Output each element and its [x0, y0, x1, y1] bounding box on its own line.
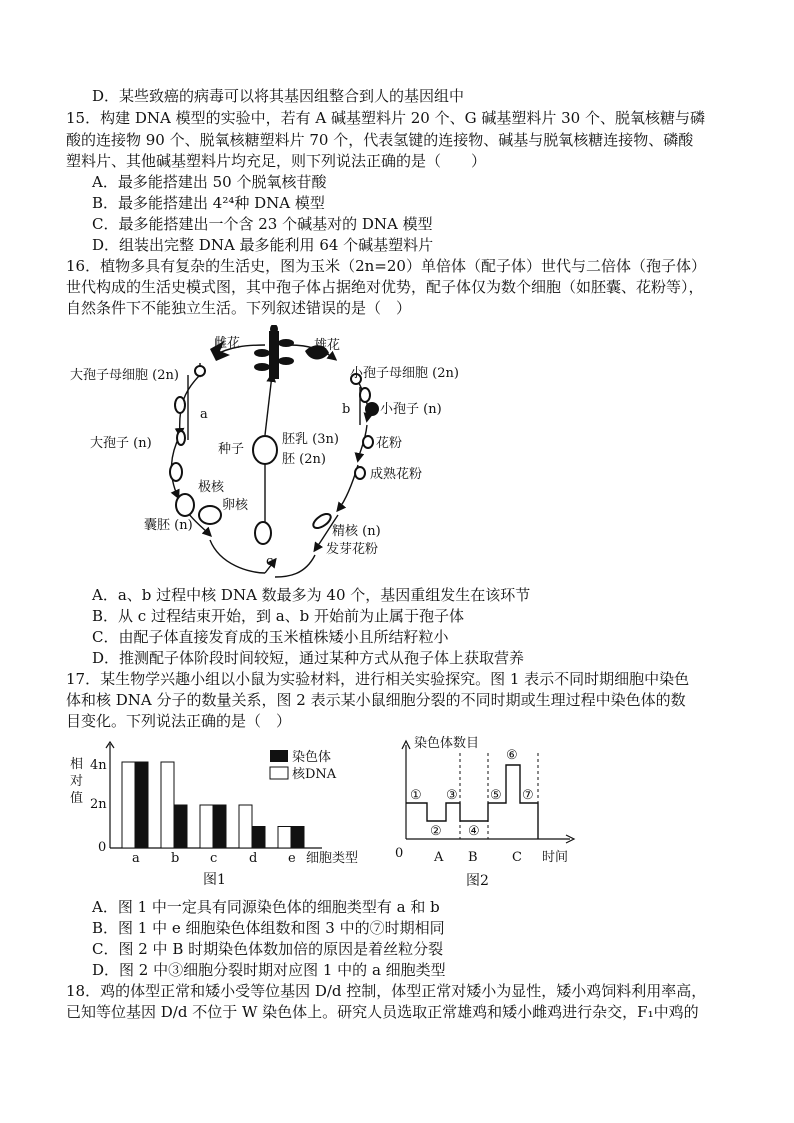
fig1-legend-dna: 核DNA	[292, 767, 337, 782]
q16-option-a: A．a、b 过程中核 DNA 数最多为 40 个，基因重组发生在该环节	[92, 586, 531, 604]
fig2-mark-7: ⑦	[522, 788, 534, 803]
fig1-bar-c-dna	[200, 805, 213, 848]
label-sperm: 精核 (n)	[332, 524, 381, 539]
q16-stem-line-2: 世代构成的生活史模式图，其中孢子体占据绝对优势，配子体仅为数个细胞（如胚囊、花粉等），	[66, 278, 704, 296]
label-micro-mother: 小孢子母细胞 (2n)	[350, 366, 459, 381]
q16-option-c: C．由配子体直接发育成的玉米植株矮小且所结籽粒小	[92, 628, 449, 646]
q17-stem-line-3: 目变化。下列说法正确的是（ ）	[66, 712, 292, 730]
label-male-flower: 雄花	[314, 338, 341, 353]
q15-stem-line-2: 酸的连接物 90 个、脱氧核糖塑料片 70 个，代表氢键的连接物、碱基与脱氧核糖连接物、磷酸	[66, 131, 694, 149]
fig1-legend-swatch-chromosome	[270, 750, 288, 762]
fig2-phase-b: B	[468, 850, 478, 865]
q15-stem-line-1: 15．构建 DNA 模型的实验中，若有 A 碱基塑料片 20 个、G 碱基塑料片 30 个、脱氧核糖与磷	[66, 109, 705, 127]
fig2-mark-1: ①	[410, 788, 422, 803]
fig2-phase-c: C	[512, 850, 522, 865]
fig1-ylabel-char-2: 对	[70, 774, 84, 789]
fig2-mark-6: ⑥	[506, 748, 518, 763]
q15-option-c: C．最多能搭建出一个含 23 个碱基对的 DNA 模型	[92, 215, 433, 233]
fig1-ytick-0: 0	[98, 840, 107, 855]
fig1-xtick-d: d	[249, 851, 258, 866]
fig1-bar-a-chromosome	[135, 762, 148, 848]
q15-option-d: D．组装出完整 DNA 最多能利用 64 个碱基塑料片	[92, 236, 434, 254]
fig1-bar-b-chromosome	[174, 805, 187, 848]
fig2-ylabel: 染色体数目	[414, 736, 480, 751]
fig1-ylabel-char-1: 相	[70, 757, 84, 772]
fig1-xtick-e: e	[288, 851, 296, 866]
cell-icons	[170, 366, 373, 544]
q15-stem-line-3: 塑料片、其他碱基塑料片均充足，则下列说法正确的是（ ）	[66, 152, 487, 170]
maize-plant-icon	[254, 325, 294, 379]
label-c: c	[266, 554, 274, 569]
fig2-origin: 0	[395, 846, 404, 861]
fig2-mark-2: ②	[430, 824, 442, 839]
q16-stem-line-1: 16．植物多具有复杂的生活史，图为玉米（2n=20）单倍体（配子体）世代与二倍体（孢子体）	[66, 257, 706, 275]
fig1-ytick-4n: 4n	[90, 758, 107, 773]
label-seed: 种子	[218, 442, 245, 457]
fig1-ylabel-char-3: 值	[70, 791, 84, 806]
fig1-bar-e-dna	[278, 827, 291, 849]
label-embryo: 胚 (2n)	[282, 452, 326, 467]
fig1-bar-a-dna	[122, 762, 135, 848]
label-embryo-sac: 囊胚 (n)	[144, 518, 193, 533]
q14-option-d: D．某些致癌的病毒可以将其基因组整合到人的基因组中	[92, 87, 465, 105]
fig1-bar-e-chromosome	[291, 827, 304, 849]
label-egg: 卵核	[222, 498, 249, 513]
figure-2-step-chart	[392, 733, 592, 891]
fig2-mark-4: ④	[468, 824, 480, 839]
label-b: b	[342, 402, 351, 417]
fig2-mark-3: ③	[446, 788, 458, 803]
label-megaspore: 大孢子 (n)	[90, 436, 152, 451]
q17-option-c: C．图 2 中 B 时期染色体数加倍的原因是着丝粒分裂	[92, 940, 444, 958]
fig2-xlabel: 时间	[542, 850, 569, 865]
label-polar-nuclei: 极核	[198, 480, 225, 495]
label-mega-mother: 大孢子母细胞 (2n)	[70, 368, 179, 383]
label-a: a	[200, 407, 208, 422]
fig1-legend-swatch-dna	[270, 767, 288, 779]
q16-option-b: B．从 c 过程结束开始，到 a、b 开始前为止属于孢子体	[92, 607, 465, 625]
q17-option-a: A．图 1 中一定具有同源染色体的细胞类型有 a 和 b	[92, 898, 440, 916]
fig1-xtick-a: a	[132, 851, 140, 866]
q18-stem-line-2: 已知等位基因 D/d 不位于 W 染色体上。研究人员选取正常雄鸡和矮小雌鸡进行杂交，F₁中鸡的	[66, 1003, 699, 1021]
fig1-ytick-2n: 2n	[90, 797, 107, 812]
maize-life-cycle-diagram	[60, 325, 490, 585]
q16-option-d: D．推测配子体阶段时间较短，通过某种方式从孢子体上获取营养	[92, 649, 525, 667]
q15-option-a: A．最多能搭建出 50 个脱氧核苷酸	[92, 173, 327, 191]
q17-stem-line-2: 体和核 DNA 分子的数量关系，图 2 表示某小鼠细胞分裂的不同时期或生理过程中染色体的数	[66, 691, 686, 709]
fig1-bar-d-dna	[239, 805, 252, 848]
label-pollen: 花粉	[376, 436, 403, 451]
fig2-caption: 图2	[466, 873, 489, 889]
fig1-legend-chromosome: 染色体	[292, 750, 332, 765]
fig1-xtick-b: b	[171, 851, 180, 866]
label-microspore: 小孢子 (n)	[380, 402, 442, 417]
q18-stem-line-1: 18．鸡的体型正常和矮小受等位基因 D/d 控制，体型正常对矮小为显性，矮小鸡饲料利用率高，	[66, 982, 707, 1000]
label-germ-pollen: 发芽花粉	[326, 542, 379, 557]
fig1-caption: 图1	[203, 872, 226, 888]
fig1-xtick-c: c	[210, 851, 218, 866]
fig1-xlabel: 细胞类型	[306, 851, 359, 866]
q17-stem-line-1: 17．某生物学兴趣小组以小鼠为实验材料，进行相关实验探究。图 1 表示不同时期细胞中染色	[66, 670, 690, 688]
q17-option-b: B．图 1 中 e 细胞染色体组数和图 3 中的⑦时期相同	[92, 919, 445, 937]
fig1-bar-b-dna	[161, 762, 174, 848]
fig1-bar-d-chromosome	[252, 827, 265, 849]
q17-option-d: D．图 2 中③细胞分裂时期对应图 1 中的 a 细胞类型	[92, 961, 446, 979]
figure-1-bar-chart	[60, 738, 390, 890]
label-mature-pollen: 成熟花粉	[370, 467, 423, 482]
label-female-flower: 雌花	[214, 336, 241, 351]
fig2-mark-5: ⑤	[490, 788, 502, 803]
q16-stem-line-3: 自然条件下不能独立生活。下列叙述错误的是（ ）	[66, 299, 412, 317]
fig1-bar-c-chromosome	[213, 805, 226, 848]
q15-option-b: B．最多能搭建出 4²⁴种 DNA 模型	[92, 194, 325, 212]
label-endosperm: 胚乳 (3n)	[282, 432, 339, 447]
fig2-phase-a: A	[434, 850, 444, 865]
